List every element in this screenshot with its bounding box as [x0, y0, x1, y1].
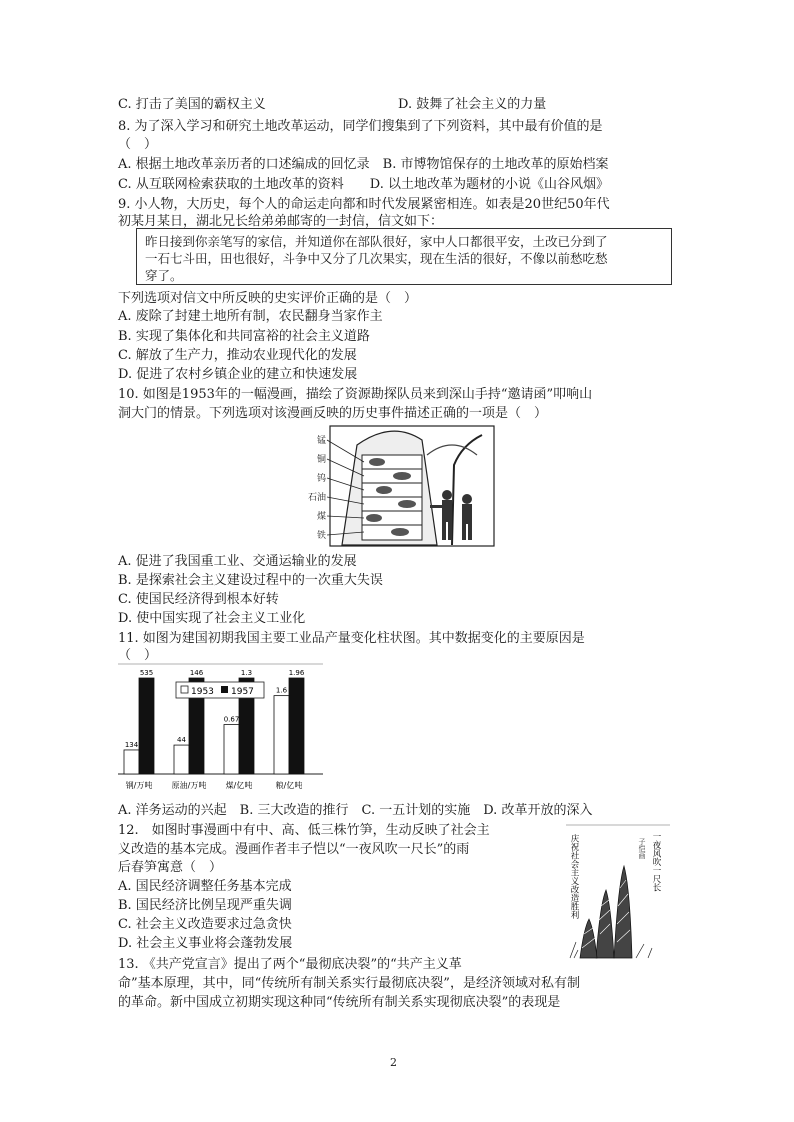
q9-option-a: A. 废除了封建土地所有制，农民翻身当家作主 [118, 309, 383, 324]
category-label: 煤/亿吨 [225, 781, 253, 790]
page-number: 2 [390, 1056, 397, 1069]
bamboo-shoot-tall [614, 866, 632, 958]
q9-option-b: B. 实现了集体化和共同富裕的社会主义道路 [118, 329, 370, 344]
q13-line2: 命”基本原理，其中，同“传统所有制关系实行最彻底决裂”，是经济领域对私有制 [118, 976, 580, 991]
bar-data-label: 1.3 [240, 669, 253, 677]
legend-label-1953: 1953 [191, 687, 214, 697]
category-label: 钢/万吨 [125, 781, 153, 790]
letter-line: 昨日接到你亲笔写的家信，并知道你在部队很好，家中人口都很平安，土改已分到了 [145, 234, 608, 249]
cartoon-signature: 子恺画 [638, 838, 646, 859]
q10-stem-line1: 10. 如图是1953年的一幅漫画，描绘了资源勘探队员来到深山手持“邀请函”叩响山 [118, 387, 593, 402]
q9-letter-box [136, 228, 672, 285]
legend-label-1957: 1957 [231, 687, 254, 697]
cartoon-label: 钨 [316, 474, 326, 484]
q11-paren: （ ） [118, 648, 158, 663]
q12-option-c: C. 社会主义改造要求过急贪快 [118, 917, 292, 932]
letter-line: 一石七斗田，田也很好，斗争中又分了几次果实，现在生活的很好，不像以前愁吃愁 [145, 251, 608, 266]
bar-1953 [274, 696, 289, 774]
bamboo-shoots-cartoon [566, 824, 670, 962]
cartoon-label: 铁 [316, 531, 326, 541]
q12-stem-line2: 义改造的基本完成。漫画作者丰子恺以“一夜风吹一尺长”的雨 [118, 842, 470, 857]
q12-stem-line3: 后春笋寓意（ ） [118, 860, 223, 875]
q10-option-a: A. 促进了我国重工业、交通运输业的发展 [118, 554, 357, 569]
chart-legend [176, 682, 264, 698]
legend-swatch-1953 [181, 686, 188, 693]
legend-swatch-1957 [221, 686, 228, 693]
q9-option-c: C. 解放了生产力，推动农业现代化的发展 [118, 348, 357, 363]
category-label: 粮/亿吨 [275, 781, 303, 790]
bar-data-label: 1.6 [275, 686, 288, 695]
q10-option-b: B. 是探索社会主义建设过程中的一次重大失误 [118, 573, 383, 588]
q12-stem-line1: 12. 如图时事漫画中有中、高、低三株竹笋，生动反映了社会主 [118, 823, 490, 838]
industrial-output-bar-chart [118, 662, 323, 800]
bar-data-label: 44 [177, 736, 186, 745]
q8-paren: （ ） [118, 137, 158, 152]
q13-line3: 的革命。新中国成立初期实现这种同“传统所有制关系实现彻底决裂”的表现是 [118, 995, 561, 1010]
bar-1953 [124, 750, 139, 774]
bar-data-label: 1.96 [288, 669, 305, 677]
q12-option-d: D. 社会主义事业将会蓬勃发展 [118, 936, 293, 951]
q11-options: A. 洋务运动的兴起 B. 三大改造的推行 C. 一五计划的实施 D. 改革开放的深入 [118, 803, 593, 818]
q7-option-c: C. 打击了美国的霸权主义 [118, 97, 266, 112]
bamboo-shoot-mid [596, 890, 614, 958]
bar-1953 [224, 725, 239, 774]
q12-option-b: B. 国民经济比例呈现严重失调 [118, 898, 292, 913]
q8-stem: 8. 为了深入学习和研究土地改革运动，同学们搜集到了下列资料，其中最有价值的是 [118, 119, 603, 134]
bar-1957 [139, 678, 154, 774]
cartoon-label: 石油 [307, 493, 326, 503]
cartoon-label: 煤 [316, 512, 326, 522]
q10-option-c: C. 使国民经济得到根本好转 [118, 592, 279, 607]
q7-option-d: D. 鼓舞了社会主义的力量 [398, 97, 547, 112]
q11-stem: 11. 如图为建国初期我国主要工业品产量变化柱状图。其中数据变化的主要原因是 [118, 631, 585, 646]
resource-exploration-cartoon [302, 425, 495, 547]
q9-stem-line1: 9. 小人物，大历史，每个人的命运走向都和时代发展紧密相连。如表是20世纪50年代 [118, 197, 610, 212]
q8-options-cd: C. 从互联网检索获取的土地改革的资料 D. 以土地改革为题材的小说《山谷风烟》 [118, 177, 609, 192]
letter-line: 穿了。 [145, 268, 183, 283]
cartoon-label: 铜 [316, 455, 326, 465]
q8-options-ab: A. 根据土地改革亲历者的口述编成的回忆录 B. 市博物馆保存的土地改革的原始档案 [118, 157, 609, 172]
q12-option-a: A. 国民经济调整任务基本完成 [118, 879, 292, 894]
q13-line1: 13. 《共产党宣言》提出了两个“最彻底决裂”的“共产主义革 [118, 957, 462, 972]
q10-option-d: D. 使中国实现了社会主义工业化 [118, 611, 306, 626]
bar-data-label: 146 [189, 669, 204, 677]
bar-data-label: 0.67 [223, 715, 240, 724]
q9-stem-line2: 初某月某日，湖北兄长给弟弟邮寄的一封信，信文如下： [118, 214, 444, 229]
category-label: 原油/万吨 [171, 781, 207, 790]
bar-data-label: 535 [139, 669, 154, 677]
q10-stem-line2: 洞大门的情景。下列选项对该漫画反映的历史事件描述正确的一项是（ ） [118, 406, 548, 421]
bar-1953 [174, 745, 189, 774]
bar-1957 [289, 678, 304, 774]
cartoon-title: 一夜风吹一尺长 [651, 832, 661, 892]
cartoon-caption: 庆祝社会主义改造胜利 [569, 834, 579, 919]
cartoon-label: 锰 [316, 436, 326, 446]
bar-data-label: 134 [124, 740, 139, 749]
q9-question: 下列选项对信文中所反映的史实评价正确的是（ ） [118, 291, 418, 306]
q9-option-d: D. 促进了农村乡镇企业的建立和快速发展 [118, 367, 358, 382]
